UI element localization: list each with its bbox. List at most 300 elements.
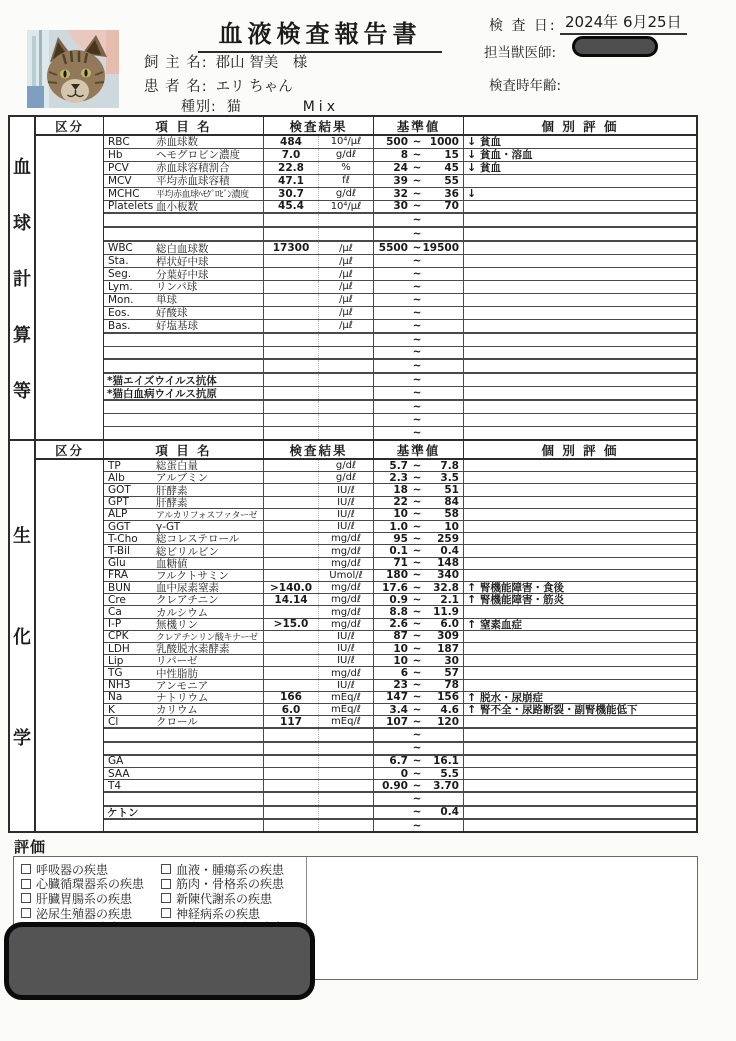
range-low: 0.1 <box>389 545 408 558</box>
item-abbreviation: TG <box>108 667 123 679</box>
range-high: 0.4 <box>440 806 459 819</box>
range-low: 32 <box>393 187 408 200</box>
table-row <box>104 582 696 594</box>
reference-range-cell <box>374 533 464 544</box>
table-row <box>104 806 696 819</box>
table-row <box>104 320 696 333</box>
range-high: 51 <box>444 484 459 497</box>
item-name-cell <box>104 175 264 187</box>
range-tilde: ~ <box>412 426 422 439</box>
result-cell <box>264 631 374 642</box>
result-value <box>264 214 319 226</box>
item-japanese-name: 血小板数 <box>156 200 198 213</box>
range-high: 5.5 <box>440 767 459 780</box>
result-cell <box>264 414 374 426</box>
result-cell <box>264 497 374 508</box>
result-cell <box>264 643 374 654</box>
result-cell <box>264 729 374 740</box>
item-japanese-name: 赤血球数 <box>156 136 198 148</box>
range-low: 10 <box>393 642 408 655</box>
range-high: 58 <box>444 508 459 521</box>
item-name-cell <box>104 692 264 703</box>
result-value <box>264 820 319 831</box>
individual-evaluation-cell <box>464 793 696 804</box>
result-cell <box>264 334 374 346</box>
result-unit: IU/ℓ <box>337 630 355 642</box>
result-cell <box>264 558 374 569</box>
abnormal-flag-arrow: ↑ <box>467 581 477 595</box>
item-name-cell <box>104 545 264 556</box>
individual-evaluation-cell <box>464 255 696 267</box>
item-name-cell <box>104 704 264 715</box>
range-low: 30 <box>393 200 408 213</box>
col-header-kubun: 区分 <box>36 441 104 458</box>
item-abbreviation: PCV <box>108 161 129 174</box>
item-name-cell <box>104 594 264 605</box>
result-cell <box>264 149 374 161</box>
range-tilde: ~ <box>412 360 422 373</box>
result-value <box>264 558 319 569</box>
reference-range-cell <box>374 558 464 569</box>
individual-evaluation-cell <box>464 521 696 532</box>
result-cell <box>264 521 374 532</box>
checkbox-unchecked <box>161 879 171 889</box>
reference-range-cell <box>374 692 464 703</box>
disease-checkbox-item <box>21 877 161 892</box>
table-row <box>104 188 696 201</box>
item-name-cell <box>104 228 264 240</box>
individual-evaluation-cell <box>464 594 696 605</box>
range-tilde: ~ <box>412 715 422 728</box>
rows-container <box>104 460 696 831</box>
individual-evaluation-cell <box>464 347 696 359</box>
range-high: 148 <box>437 557 459 570</box>
range-high: 3.5 <box>440 471 459 484</box>
range-low: 22 <box>393 496 408 509</box>
result-value <box>264 228 319 240</box>
result-unit: mg/dℓ <box>331 667 361 679</box>
item-name-cell <box>104 162 264 174</box>
range-high: 120 <box>437 715 459 728</box>
range-low: 87 <box>393 630 408 643</box>
table-row <box>104 704 696 716</box>
result-cell <box>264 582 374 593</box>
reference-range-cell <box>374 347 464 359</box>
item-japanese-name: リパーゼ <box>156 655 198 667</box>
individual-evaluation-cell <box>464 242 696 254</box>
reference-range-cell <box>374 136 464 148</box>
result-value <box>264 570 319 581</box>
result-cell <box>264 255 374 267</box>
item-japanese-name: 単球 <box>156 294 177 306</box>
table-row <box>104 373 696 387</box>
table-row <box>104 268 696 281</box>
table-row <box>104 149 696 162</box>
col-header-kubun: 区分 <box>36 117 104 134</box>
result-unit: IU/ℓ <box>337 521 355 533</box>
result-cell <box>264 268 374 280</box>
table-row <box>104 606 696 618</box>
range-tilde: ~ <box>412 806 422 819</box>
reference-range-cell <box>374 680 464 691</box>
result-cell <box>264 387 374 399</box>
result-cell <box>264 136 374 148</box>
reference-range-cell <box>374 729 464 740</box>
item-abbreviation: Glu <box>108 557 126 569</box>
range-low: 24 <box>393 161 408 174</box>
item-name-cell <box>104 201 264 213</box>
item-abbreviation: FRA <box>108 569 129 582</box>
range-low: 23 <box>393 679 408 692</box>
owner-value: 郡山 智美 様 <box>215 55 308 71</box>
item-name-cell <box>104 756 264 767</box>
result-unit: fℓ <box>342 175 350 187</box>
disease-checkbox-item <box>161 877 284 892</box>
section-label-char: 生 <box>13 526 31 547</box>
reference-range-cell <box>374 401 464 413</box>
table-row <box>104 755 696 768</box>
result-cell <box>264 820 374 831</box>
checkbox-label: 泌尿生殖器の疾患 <box>36 906 133 921</box>
individual-evaluation-cell <box>464 268 696 280</box>
range-high: 15 <box>444 148 459 161</box>
range-tilde: ~ <box>412 819 422 832</box>
individual-evaluation-cell <box>464 334 696 346</box>
table-row <box>104 400 696 414</box>
individual-evaluation-cell <box>464 643 696 654</box>
range-high: 19500 <box>422 242 459 255</box>
reference-range-cell <box>374 582 464 593</box>
species-row <box>181 96 339 116</box>
range-low: 107 <box>386 715 408 728</box>
range-high: 187 <box>437 642 459 655</box>
individual-evaluation-cell <box>464 472 696 483</box>
item-name-cell <box>104 414 264 426</box>
item-abbreviation: Seg. <box>108 268 132 280</box>
result-cell <box>264 347 374 359</box>
range-tilde: ~ <box>412 401 422 414</box>
range-low: 71 <box>393 557 408 570</box>
result-cell <box>264 509 374 520</box>
item-name-cell <box>104 497 264 508</box>
item-japanese-name: 乳酸脱水素酵素 <box>156 643 230 655</box>
abnormal-flag-arrow: ↑ <box>467 703 477 717</box>
table-row <box>104 631 696 643</box>
table-row <box>104 497 696 509</box>
range-low: 8.8 <box>389 606 408 619</box>
owner-label: 飼 主 名: <box>144 55 208 71</box>
rows-container <box>104 136 696 439</box>
evaluation-heading: 評価 <box>14 838 47 856</box>
result-cell <box>264 294 374 306</box>
result-value <box>264 472 319 483</box>
section-vertical-label <box>10 117 36 439</box>
species-label: 種別: <box>181 99 217 115</box>
item-japanese-name: 総白血球数 <box>156 242 209 255</box>
result-value: 47.1 <box>264 175 319 187</box>
result-value <box>264 320 319 332</box>
table-row <box>104 175 696 188</box>
result-cell <box>264 768 374 779</box>
result-value <box>264 680 319 691</box>
range-tilde: ~ <box>412 654 422 667</box>
result-cell <box>264 807 374 818</box>
vet-label: 担当獣医師: <box>484 45 557 61</box>
item-japanese-name: ナトリウム <box>156 691 209 704</box>
page-title: 血液検査報告書 <box>198 14 442 53</box>
range-low: 0.90 <box>382 779 408 792</box>
result-value <box>264 545 319 556</box>
range-low: 5.7 <box>389 459 408 472</box>
reference-range-cell <box>374 594 464 605</box>
table-row <box>104 768 696 780</box>
section-vertical-label <box>10 441 36 831</box>
species-value: 猫 <box>226 99 241 115</box>
result-unit: IU/ℓ <box>337 643 355 655</box>
checkbox-unchecked <box>21 893 31 903</box>
result-cell <box>264 716 374 727</box>
reference-range-cell <box>374 756 464 767</box>
item-abbreviation: Ca <box>108 606 122 618</box>
result-value: 484 <box>264 136 319 148</box>
disease-checkbox-item <box>21 862 161 877</box>
result-unit: /μℓ <box>339 255 353 267</box>
reference-range-cell <box>374 643 464 654</box>
item-abbreviation: I-P <box>108 618 122 630</box>
range-high: 3.70 <box>433 779 459 792</box>
result-value <box>264 793 319 804</box>
section-label-char: 化 <box>13 627 31 648</box>
item-japanese-name: 肝酵素 <box>156 496 188 508</box>
result-value <box>264 631 319 642</box>
individual-evaluation-cell <box>464 756 696 767</box>
abnormal-flag-arrow: ↓ <box>467 135 477 149</box>
result-cell <box>264 704 374 715</box>
result-unit: IU/ℓ <box>337 655 355 667</box>
reference-range-cell <box>374 768 464 779</box>
item-abbreviation: K <box>108 704 115 716</box>
item-name-cell <box>104 582 264 593</box>
table-row <box>104 472 696 484</box>
reference-range-cell <box>374 716 464 727</box>
item-abbreviation: RBC <box>108 136 130 148</box>
result-cell <box>264 214 374 226</box>
result-unit: mg/dℓ <box>331 606 361 618</box>
result-cell <box>264 320 374 332</box>
checkbox-unchecked <box>161 893 171 903</box>
result-unit: mEq/ℓ <box>331 691 361 703</box>
table-row <box>104 680 696 692</box>
section-label-char: 計 <box>13 269 31 290</box>
result-cell <box>264 427 374 439</box>
section-biochemistry <box>10 439 696 831</box>
item-abbreviation: Bas. <box>108 319 131 332</box>
range-low: 1.0 <box>389 520 408 533</box>
reference-range-cell <box>374 294 464 306</box>
evaluation-text: 腎機能障害・食後 <box>480 582 564 595</box>
individual-evaluation-cell <box>464 149 696 161</box>
item-full-label: ケトン <box>107 806 139 818</box>
result-value <box>264 360 319 372</box>
item-abbreviation: T-Cho <box>108 533 138 545</box>
range-tilde: ~ <box>412 374 422 387</box>
range-tilde: ~ <box>412 319 422 332</box>
range-low: 95 <box>393 532 408 545</box>
range-low: 500 <box>386 135 408 148</box>
range-low: 10 <box>393 654 408 667</box>
range-tilde: ~ <box>412 187 422 200</box>
patient-row <box>144 75 293 96</box>
item-name-cell <box>104 655 264 666</box>
result-unit: Umol/ℓ <box>329 569 363 581</box>
result-unit: g/dℓ <box>335 188 357 200</box>
individual-evaluation-cell <box>464 281 696 293</box>
disease-checkbox-item <box>161 906 284 921</box>
reference-range-cell <box>374 743 464 754</box>
item-name-cell <box>104 334 264 346</box>
reference-range-cell <box>374 619 464 630</box>
reference-range-cell <box>374 268 464 280</box>
result-value <box>264 460 319 471</box>
reference-range-cell <box>374 214 464 226</box>
item-name-cell <box>104 509 264 520</box>
individual-evaluation-cell <box>464 807 696 818</box>
range-low: 6.7 <box>389 755 408 768</box>
item-japanese-name: 好塩基球 <box>156 320 198 332</box>
item-full-label: *猫エイズウイルス抗体 <box>107 374 217 387</box>
result-value <box>264 756 319 767</box>
result-cell <box>264 401 374 413</box>
range-high: 78 <box>444 679 459 692</box>
range-tilde: ~ <box>412 593 422 606</box>
result-value: >15.0 <box>264 619 319 630</box>
individual-evaluation-cell <box>464 743 696 754</box>
result-value <box>264 509 319 520</box>
range-high: 32.8 <box>433 581 459 594</box>
item-abbreviation: Lym. <box>108 280 133 293</box>
reference-range-cell <box>374 374 464 386</box>
item-name-cell <box>104 820 264 831</box>
individual-evaluation-cell <box>464 320 696 332</box>
item-name-cell <box>104 643 264 654</box>
item-full-label: *猫白血病ウイルス抗原 <box>107 387 217 400</box>
range-tilde: ~ <box>412 532 422 545</box>
evaluation-text: 貧血 <box>480 136 501 149</box>
item-name-cell <box>104 401 264 413</box>
item-abbreviation: T4 <box>108 780 122 792</box>
individual-evaluation-cell <box>464 460 696 471</box>
range-high: 7.8 <box>440 459 459 472</box>
table-row <box>104 521 696 533</box>
item-name-cell <box>104 729 264 740</box>
disease-checkbox-item <box>21 891 161 906</box>
reference-range-cell <box>374 175 464 187</box>
range-tilde: ~ <box>412 496 422 509</box>
individual-evaluation-cell <box>464 175 696 187</box>
result-unit: g/dℓ <box>335 149 357 161</box>
table-row <box>104 201 696 214</box>
col-header-item: 項 目 名 <box>104 441 264 458</box>
item-abbreviation: Sta. <box>108 255 129 268</box>
result-value: 6.0 <box>264 704 319 715</box>
result-cell <box>264 281 374 293</box>
item-name-cell <box>104 472 264 483</box>
range-tilde: ~ <box>412 280 422 293</box>
individual-evaluation-cell <box>464 667 696 678</box>
result-value <box>264 729 319 740</box>
evaluation-text: 脱水・尿崩症 <box>480 691 543 704</box>
reference-range-cell <box>374 631 464 642</box>
item-japanese-name: 赤血球容積割合 <box>156 162 230 174</box>
item-japanese-name: 中性脂肪 <box>156 667 198 679</box>
table-row <box>104 427 696 439</box>
item-name-cell <box>104 807 264 818</box>
table-row <box>104 359 696 373</box>
reference-range-cell <box>374 414 464 426</box>
range-tilde: ~ <box>412 742 422 755</box>
range-tilde: ~ <box>412 630 422 643</box>
abnormal-flag-arrow: ↑ <box>467 690 477 704</box>
item-name-cell <box>104 780 264 791</box>
range-high: 70 <box>444 200 459 213</box>
item-abbreviation: GA <box>108 755 124 768</box>
result-unit: mg/dℓ <box>331 533 361 545</box>
result-unit: 10⁴/μℓ <box>330 200 362 212</box>
range-high: 259 <box>437 532 459 545</box>
range-low: 0.9 <box>389 593 408 606</box>
item-name-cell <box>104 374 264 386</box>
result-unit: 10⁴/μℓ <box>330 136 362 148</box>
range-tilde: ~ <box>412 148 422 161</box>
table-row <box>104 241 696 255</box>
result-value <box>264 497 319 508</box>
item-abbreviation: Platelets <box>108 200 154 213</box>
result-value <box>264 655 319 666</box>
reference-range-cell <box>374 201 464 213</box>
result-cell <box>264 460 374 471</box>
individual-evaluation-cell <box>464 780 696 791</box>
range-tilde: ~ <box>412 691 422 704</box>
individual-evaluation-cell <box>464 655 696 666</box>
result-value <box>264 374 319 386</box>
item-japanese-name: 桿状好中球 <box>156 255 209 268</box>
item-name-cell <box>104 484 264 495</box>
range-tilde: ~ <box>412 484 422 497</box>
checkbox-label: 新陳代謝系の疾患 <box>176 891 273 906</box>
abnormal-flag-arrow: ↑ <box>467 617 477 631</box>
kubun-column <box>36 136 104 439</box>
section-label-char: 算 <box>13 325 31 346</box>
checkbox-label: 心臓循環器系の疾患 <box>36 877 145 892</box>
vet-name-redaction <box>572 36 658 57</box>
table-row <box>104 558 696 570</box>
reference-range-cell <box>374 780 464 791</box>
patient-cat-photo <box>27 30 119 108</box>
individual-evaluation-cell <box>464 228 696 240</box>
result-unit: IU/ℓ <box>337 679 355 691</box>
range-tilde: ~ <box>412 387 422 400</box>
item-name-cell <box>104 255 264 267</box>
range-high: 6.0 <box>440 618 459 631</box>
reference-range-cell <box>374 807 464 818</box>
table-row <box>104 619 696 631</box>
patient-label: 患 者 名: <box>144 79 208 95</box>
range-high: 16.1 <box>433 755 459 768</box>
item-japanese-name: 総ビリルビン <box>156 545 219 557</box>
col-header-eval: 個 別 評 価 <box>541 118 619 134</box>
disease-checkbox-item <box>161 862 284 877</box>
item-name-cell <box>104 387 264 399</box>
